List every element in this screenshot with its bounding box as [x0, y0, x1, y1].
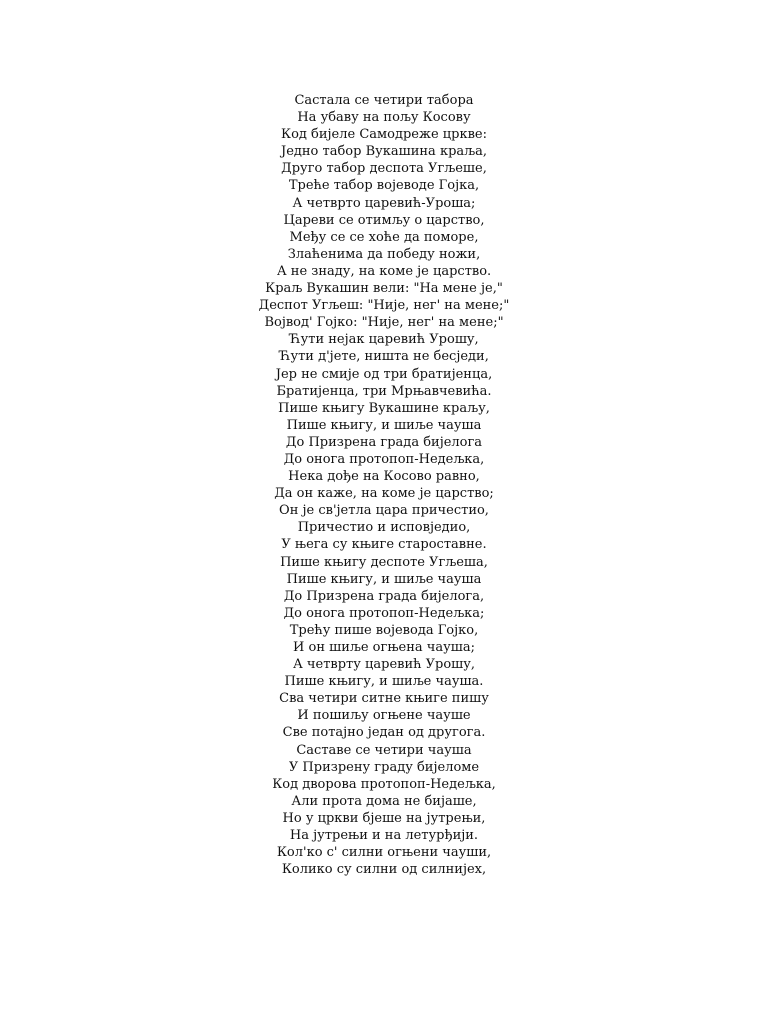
verse-line: А четврто царевић-Уроша;: [292, 195, 476, 211]
verse-line: И он шиље огњена чауша;: [293, 640, 475, 655]
verse-line: Пише књигу, и шиље чауша: [286, 571, 482, 587]
verse-line: Да он каже, на коме је царство;: [274, 486, 494, 502]
verse-line: Друго табор деспота Угљеше,: [281, 161, 487, 177]
verse-line: Пише књигу деспоте Угљеша,: [280, 554, 488, 570]
verse-line: Код бијеле Самодреже цркве:: [281, 127, 487, 143]
verse-line: Јер не смије од три братијенца,: [275, 366, 493, 382]
verse-line: А не знаду, на коме је царство.: [276, 263, 492, 279]
verse-line: Ћути д'јете, ништа не бесједи,: [279, 349, 489, 365]
verse-line: Али прота дома не бијаше,: [291, 793, 477, 809]
verse-line: Међу се се хоће да поморе,: [289, 229, 479, 245]
verse-line: Нека дође на Косово равно,: [288, 469, 480, 485]
verse-line: Пише књигу, и шиље чауша.: [284, 674, 484, 690]
verse-line: Војвод' Гојко: "Није, нег' на мене;": [264, 315, 504, 331]
verse-line: Деспот Угљеш: "Није, нег' на мене;": [258, 298, 510, 314]
verse-line: Једно табор Вукашина краља,: [280, 144, 487, 160]
verse-line: Колико су силни од силнијех,: [281, 862, 487, 878]
verse-line: Причестио и исповједио,: [297, 520, 471, 536]
verse-line: Пише књигу Вукашине краљу,: [278, 400, 490, 416]
verse-line: Пише књигу, и шиље чауша: [286, 417, 482, 433]
verse-line: До онога протопоп-Недељка;: [283, 605, 485, 621]
verse-line: Треће табор војеводе Гојка,: [288, 178, 480, 194]
verse-line: Кол'ко с' силни огњени чауши,: [276, 845, 492, 861]
verse-line: Он је св'јетла цара причестио,: [279, 503, 489, 519]
verse-line: На јутрењи и на летурђији.: [289, 828, 479, 844]
verse-line: И пошиљу огњене чауше: [297, 708, 471, 724]
verse-line: А четврту царевић Урошу,: [292, 657, 476, 673]
verse-line: Код дворова протопоп-Недељка,: [272, 776, 496, 792]
verse-line: На убаву на пољу Косову: [297, 110, 471, 126]
verse-line: Ћути нејак царевић Урошу,: [289, 332, 479, 348]
verse-line: Сва четири ситне књиге пишу: [279, 691, 489, 707]
poem-text: [0, 92, 768, 878]
verse-line: До Призрена града бијелога,: [283, 588, 485, 604]
verse-line: Краљ Вукашин вели: "На мене је,": [265, 281, 503, 297]
verse-line: Састала се четири табора: [294, 93, 474, 108]
verse-line: Братијенца, три Мрњавчевића.: [276, 383, 492, 399]
verse-line: Цареви се отимљу о царство,: [283, 212, 485, 228]
verse-line: До Призрена града бијелога: [285, 434, 483, 450]
verse-line: Саставе се четири чауша: [296, 742, 472, 758]
verse-line: Но у цркви бјеше на јутрењи,: [282, 810, 486, 826]
verse-line: У њега су књиге староставне.: [281, 537, 487, 553]
verse-line: У Призрену граду бијеломе: [288, 759, 480, 775]
verse-line: До онога протопоп-Недељка,: [283, 451, 485, 467]
verse-line: Све потајно један од другога.: [282, 725, 486, 741]
verse-line: Трећу пише војевода Гојко,: [289, 622, 479, 638]
verse-line: Злаћенима да победу ножи,: [287, 246, 481, 262]
